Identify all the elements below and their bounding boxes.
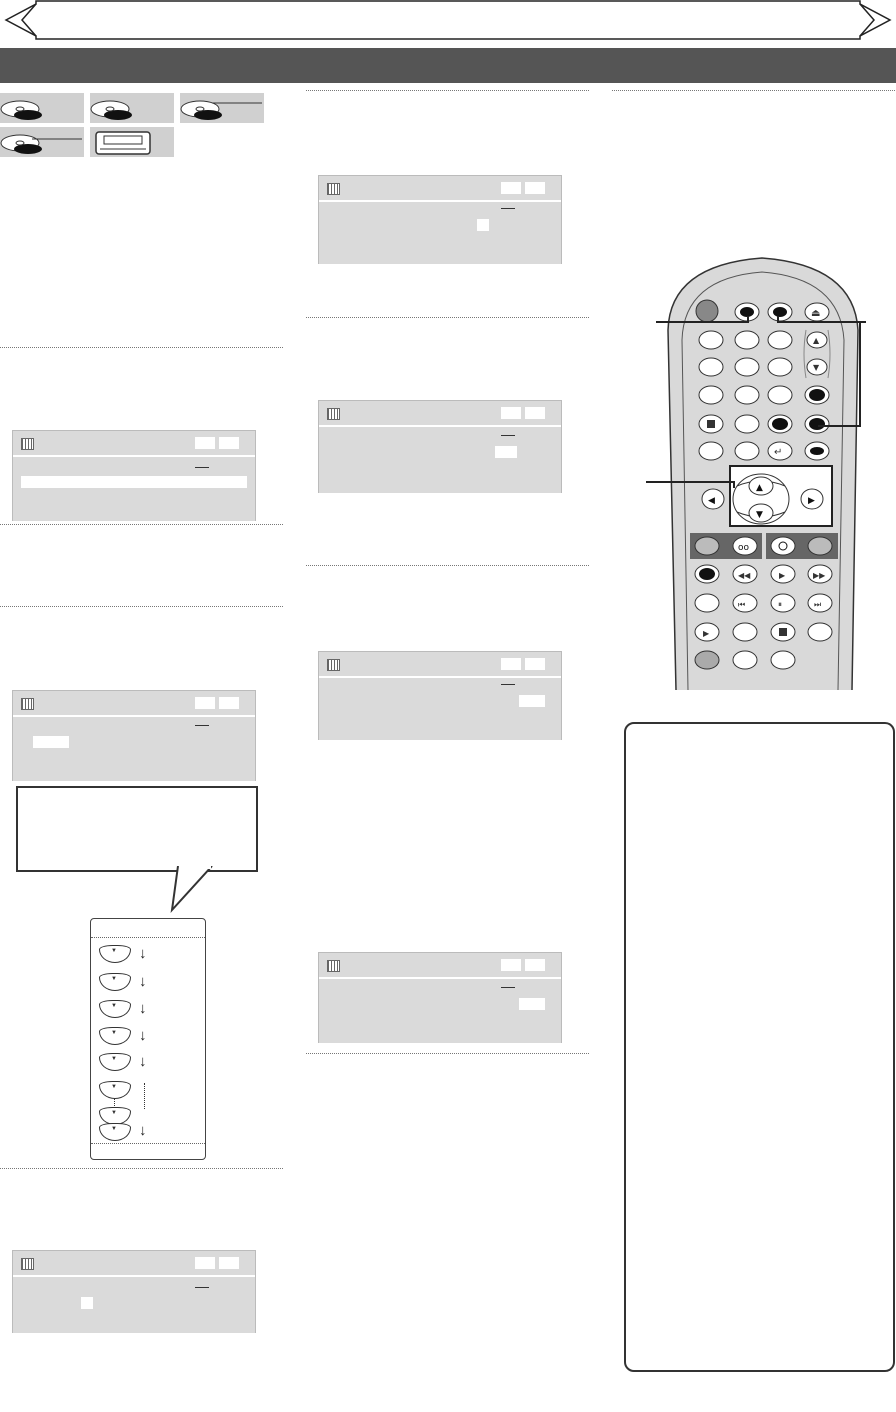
svg-text:⏭: ⏭ [814, 600, 822, 609]
button-press-sequence [90, 918, 206, 1160]
svg-text:▲: ▲ [756, 483, 763, 493]
callout-bubble [16, 786, 258, 872]
osd-screen-panel [318, 175, 562, 264]
dvd-rw-video-disc-icon [90, 93, 174, 123]
step-divider [306, 317, 589, 318]
down-button-icon [99, 1081, 131, 1099]
down-button-icon [99, 945, 131, 963]
svg-text:▶: ▶ [779, 571, 786, 580]
svg-text:▶▶: ▶▶ [813, 571, 826, 580]
osd-screen-panel [12, 430, 256, 521]
selected-field [519, 998, 545, 1010]
top-banner [0, 0, 896, 40]
down-button-icon [99, 1000, 131, 1018]
dvd-rw-vr-disc-icon [180, 93, 264, 123]
osd-screen-panel [318, 952, 562, 1043]
down-arrow-icon: ↓ [139, 1000, 147, 1017]
down-arrow-icon: ↓ [139, 1027, 147, 1044]
step-divider [612, 90, 895, 91]
svg-text:↵: ↵ [774, 447, 783, 458]
callout-pointer [168, 866, 218, 914]
svg-text:▶: ▶ [703, 629, 710, 638]
step-divider [0, 1168, 283, 1169]
down-button-icon [99, 1123, 131, 1141]
continuation-line [144, 1083, 145, 1109]
down-button-icon [99, 1027, 131, 1045]
remote-callout-lines [626, 316, 896, 526]
svg-text:▲: ▲ [813, 336, 820, 345]
dvd-r-disc-icon [0, 127, 84, 157]
osd-screen-panel [318, 400, 562, 493]
down-button-icon [99, 973, 131, 991]
down-arrow-icon: ↓ [139, 973, 147, 990]
svg-text:⏮: ⏮ [738, 600, 746, 609]
svg-text:▼: ▼ [756, 510, 763, 520]
selected-field [495, 446, 517, 458]
down-arrow-icon: ↓ [139, 1122, 147, 1139]
dvd-video-disc-icon [0, 93, 84, 123]
selected-field [81, 1297, 93, 1309]
note-box [624, 722, 895, 1372]
osd-screen-panel [12, 690, 256, 781]
selected-field [519, 695, 545, 707]
osd-screen-panel [318, 651, 562, 740]
selected-field [33, 736, 69, 748]
section-title-bar [0, 48, 896, 83]
svg-text:◀: ◀ [708, 496, 715, 506]
osd-screen-panel [12, 1250, 256, 1333]
step-divider [306, 1053, 589, 1054]
step-divider [306, 565, 589, 566]
svg-text:oo: oo [738, 543, 750, 553]
step-divider [0, 347, 283, 348]
step-divider [0, 606, 283, 607]
down-arrow-icon: ↓ [139, 1053, 147, 1070]
svg-text:▼: ▼ [813, 363, 820, 372]
svg-text:◀◀: ◀◀ [738, 571, 751, 580]
svg-text:▶: ▶ [808, 496, 815, 506]
svg-text:⏸: ⏸ [778, 600, 782, 609]
step-divider [306, 90, 589, 91]
highlighted-menu-row [21, 476, 247, 488]
step-divider [0, 524, 283, 525]
svg-text:⏏: ⏏ [811, 308, 821, 319]
vhs-cassette-icon [90, 127, 174, 157]
down-button-icon [99, 1053, 131, 1071]
down-arrow-icon: ↓ [139, 945, 147, 962]
selected-field [477, 219, 489, 231]
